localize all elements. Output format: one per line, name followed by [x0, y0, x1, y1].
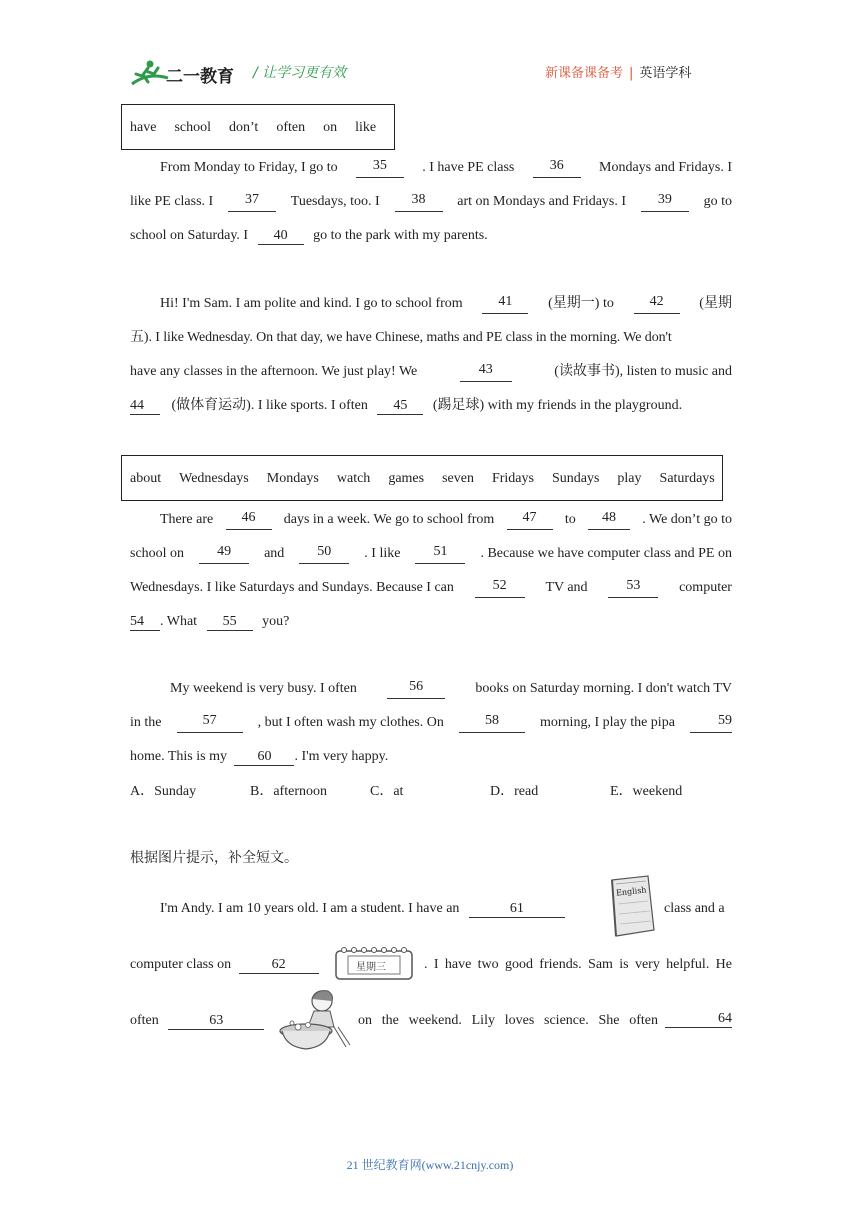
text: class and a [664, 901, 725, 916]
blank-64[interactable]: 64 [665, 1011, 732, 1028]
passage-3-line-4 [130, 612, 732, 632]
option-e: E．weekend [610, 784, 683, 799]
blank-48[interactable]: 48 [588, 510, 630, 530]
blank-45[interactable]: 45 [377, 398, 423, 415]
blank-46[interactable]: 46 [226, 510, 272, 530]
text: . I'm very happy. [294, 749, 389, 764]
blank-40[interactable]: 40 [258, 228, 304, 245]
blank-49[interactable]: 49 [199, 544, 249, 564]
blank-53[interactable]: 53 [608, 578, 658, 598]
text: you? [262, 614, 290, 629]
text: There are [160, 512, 214, 527]
blank-39[interactable]: 39 [641, 192, 689, 212]
passage-1-line-2 [130, 192, 732, 212]
text: home. This is my [130, 749, 227, 764]
book-icon [604, 874, 658, 938]
text: Tuesdays, too. I [290, 194, 380, 209]
blank-62[interactable]: 62 [239, 957, 319, 974]
text: go to [703, 194, 732, 209]
word-bank-item: Mondays [266, 471, 319, 486]
blank-41[interactable]: 41 [482, 294, 528, 314]
blank-63[interactable]: 63 [168, 1013, 264, 1030]
passage-3-line-2 [130, 544, 732, 564]
text: (星期一) to [548, 296, 614, 311]
word-bank-item: Saturdays [659, 471, 715, 486]
english-book-image [604, 874, 658, 938]
washing-clothes-image [276, 987, 352, 1053]
passage-4-line-3 [130, 747, 732, 767]
text: Wednesdays. I like Saturdays and Sundays. Because I can [130, 580, 454, 595]
passage-3-line-3 [130, 578, 732, 598]
text: Mondays and Fridays. I [599, 160, 732, 175]
word-bank-item: Fridays [491, 471, 534, 486]
blank-38[interactable]: 38 [395, 192, 443, 212]
text: like PE class. I [130, 194, 214, 209]
blank-47[interactable]: 47 [507, 510, 553, 530]
blank-51[interactable]: 51 [415, 544, 465, 564]
blank-52[interactable]: 52 [475, 578, 525, 598]
passage-2-line-2: 五). I like Wednesday. On that day, we have Chinese, maths and PE class in the morning. We don't [130, 330, 672, 345]
text: school on Saturday. I [130, 228, 249, 243]
section-instruction: 根据图片提示，补全短文。 [130, 850, 298, 866]
text: , but I often wash my clothes. On [257, 715, 444, 730]
text: have any classes in the afternoon. We just play! We [130, 364, 418, 379]
blank-55[interactable]: 55 [207, 614, 253, 631]
passage-5-line-3 [130, 1011, 732, 1031]
blank-37[interactable]: 37 [228, 192, 276, 212]
option-c: C．at [370, 784, 404, 799]
word-bank-item: have [130, 120, 157, 135]
passage-3-line-1 [160, 510, 732, 530]
option-a: A．Sunday [130, 784, 197, 799]
word-bank-item: watch [336, 471, 371, 486]
logo-text: 二一教育 [166, 67, 234, 87]
text: (读故事书), listen to music and [554, 364, 732, 379]
text: . Because we have computer class and PE on [480, 546, 732, 561]
text: . What [160, 614, 198, 629]
text: morning, I play the pipa [540, 715, 675, 730]
passage-2-line-1 [160, 294, 732, 314]
text: . I like [364, 546, 401, 561]
text: books on Saturday morning. I don't watch TV [475, 681, 732, 696]
word-bank-item: often [276, 120, 306, 135]
blank-50[interactable]: 50 [299, 544, 349, 564]
passage-2-line-3 [130, 362, 732, 382]
text: days in a week. We go to school from [283, 512, 495, 527]
word-bank-item: like [355, 120, 377, 135]
blank-54[interactable]: 54 [130, 614, 160, 631]
text: and [264, 546, 285, 561]
blank-56[interactable]: 56 [387, 679, 445, 699]
calendar-label: 星期三 [356, 962, 386, 973]
header-subject-name: 英语学科 [639, 66, 692, 81]
text: go to the park with my parents. [313, 228, 488, 243]
passage-2-line-4 [130, 396, 732, 416]
text: . We don’t go to [642, 512, 732, 527]
header-course: 新课备课备考 [545, 66, 624, 81]
text: (做体育运动). I like sports. I often [171, 398, 368, 413]
word-bank-item: don’t [229, 120, 259, 135]
text: TV and [545, 580, 588, 595]
passage-5-line-2 [130, 955, 732, 975]
word-bank-1 [121, 104, 395, 150]
blank-60[interactable]: 60 [234, 749, 294, 766]
word-bank-item: seven [442, 471, 474, 486]
word-bank-item: games [388, 471, 425, 486]
blank-43[interactable]: 43 [460, 362, 512, 382]
word-bank-item: Wednesdays [179, 471, 249, 486]
blank-59[interactable]: 59 [690, 713, 732, 733]
word-bank-item: Sundays [551, 471, 600, 486]
word-bank-item: about [130, 471, 162, 486]
book-label: English [615, 885, 647, 898]
text: . I have PE class [422, 160, 515, 175]
text: to [564, 512, 576, 527]
text: computer [679, 580, 732, 595]
blank-42[interactable]: 42 [634, 294, 680, 314]
text: (星期 [699, 296, 732, 311]
slogan: / 让学习更有效 [253, 65, 347, 81]
passage-1-line-3 [130, 226, 732, 246]
logo [128, 58, 248, 93]
text: computer class on [130, 957, 232, 972]
blank-44[interactable]: 44 [130, 398, 160, 415]
text: . I have two good friends. Sam is very helpful. He [424, 957, 732, 972]
blank-61[interactable]: 61 [469, 901, 565, 918]
blank-57[interactable]: 57 [177, 713, 243, 733]
option-b: B．afternoon [250, 784, 327, 799]
blank-35[interactable]: 35 [356, 158, 404, 178]
text: I'm Andy. I am 10 years old. I am a student. I have an [160, 901, 460, 916]
word-bank-item: school [174, 120, 211, 135]
text: in the [130, 715, 162, 730]
footer-source: 21 世纪教育网(www.21cnjy.com) [346, 1158, 514, 1172]
blank-58[interactable]: 58 [459, 713, 525, 733]
text: school on [130, 546, 185, 561]
text: My weekend is very busy. I often [170, 681, 357, 696]
option-d: D．read [490, 784, 539, 799]
blank-36[interactable]: 36 [533, 158, 581, 178]
passage-1-line-1 [160, 158, 732, 178]
calendar-image [334, 945, 414, 981]
washing-clothes-icon [276, 987, 352, 1053]
passage-4-line-1 [170, 679, 732, 699]
text: art on Mondays and Fridays. I [457, 194, 627, 209]
text: Hi! I'm Sam. I am polite and kind. I go to school from [160, 296, 463, 311]
text: often [130, 1013, 159, 1028]
text: From Monday to Friday, I go to [160, 160, 338, 175]
word-bank-item: play [617, 471, 642, 486]
text: (踢足球) with my friends in the playground. [432, 398, 683, 413]
word-bank-item: on [323, 120, 338, 135]
header-separator: | [629, 66, 634, 81]
header-subject [545, 62, 691, 81]
passage-4-line-2 [130, 713, 732, 733]
word-bank-2 [121, 455, 723, 501]
text: on the weekend. Lily loves science. She often [358, 1013, 658, 1028]
